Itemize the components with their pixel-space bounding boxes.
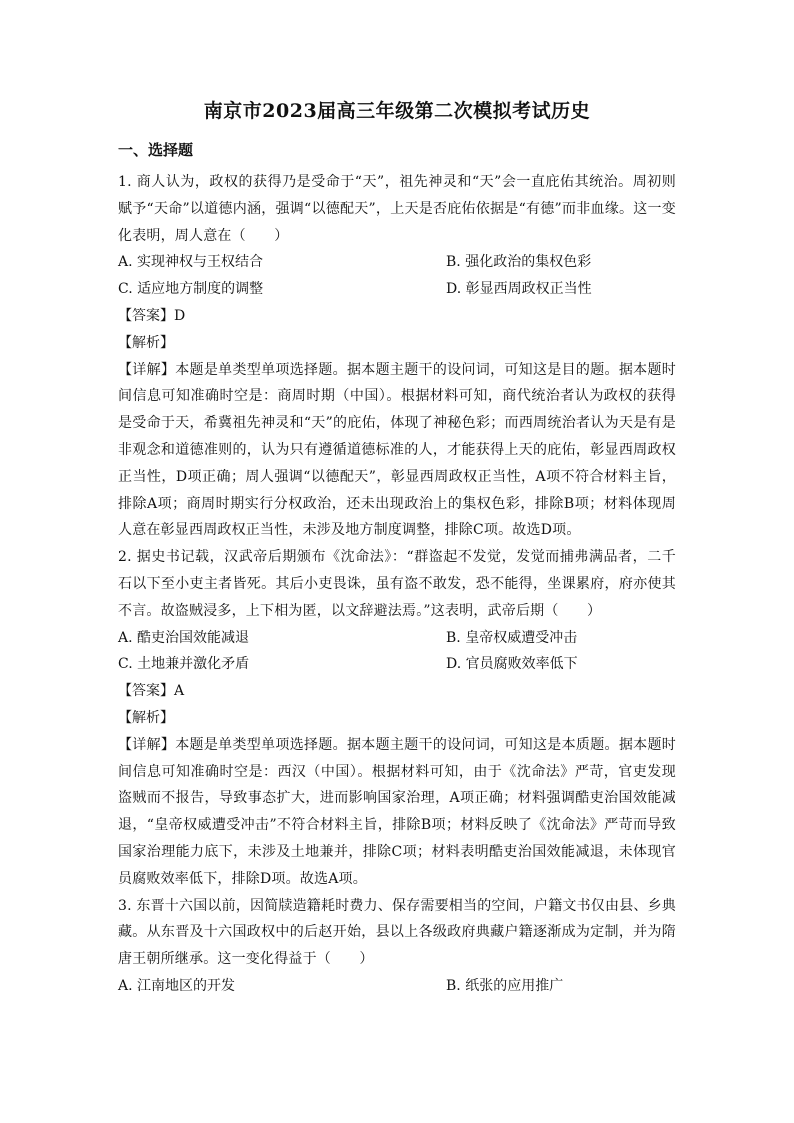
option-b: B. 纸张的应用推广 [446,977,564,994]
option-b: B. 强化政治的集权色彩 [446,254,592,271]
option-c: C. 适应地方制度的调整 [118,281,264,298]
detail-explanation: 【详解】本题是单类型单项选择题。据本题主题干的设问词，可知这是目的题。据本题时间信息可知准确时空是：商周时期（中国）。根据材料可知，商代统治者认为政权的获得是受命于天，希冀祖先神灵和“天”的庇佑，体现了神秘色彩；而西周统治者认为天是有是非观念和道德准则的，认为只有遵循道德标准的人，才能获得上天的庇佑，彰显西周政权正当性，D项正确；周人强调“以德配天”，彰显西周政权正当性，A项不符合材料主旨，排除A项；商周时期实行分权政治，还未出现政治上的集权色彩，排除B项；材料体现周人意在彰显西周政权正当性，未涉及地方制度调整，排除C项。故选D项。 [118,361,676,539]
question-stem: 3. 东晋十六国以前，因简牍造籍耗时费力、保存需要相当的空间，户籍文书仅由县、乡典藏。从东晋及十六国政权中的后赵开始，县以上各级政府典藏户籍逐渐成为定制，并为隋唐王朝所继承。这一变化得益于（ ） [118,897,677,968]
option-b: B. 皇帝权威遭受冲击 [446,629,578,646]
analysis-label: 【解析】 [118,709,174,726]
option-a: A. 实现神权与王权结合 [118,254,264,271]
option-list [118,973,676,1000]
option-d: D. 彰显西周政权正当性 [446,281,592,298]
question-2 [118,544,676,892]
option-list [118,625,676,679]
question-stem: 2. 据史书记载，汉武帝后期颁布《沈命法》：“群盗起不发觉，发觉而捕弗满品者，二千石以下至小吏主者皆死。其后小吏畏诛，虽有盗不敢发，恐不能得，坐课累府，府亦使其不言。故盗贼浸多，上下相为匿，以文辞避法焉。”这表明，武帝后期（ ） [118,549,676,619]
option-a: A. 江南地区的开发 [118,977,236,994]
page-title: 南京市2023届高三年级第二次模拟考试历史 [203,100,591,122]
option-d: D. 官员腐败效率低下 [446,656,578,673]
question-stem: 1. 商人认为，政权的获得乃是受命于“天”，祖先神灵和“天”会一直庇佑其统治。周初则赋予“天命”以道德内涵，强调“以德配天”，上天是否庇佑依据是“有德”而非血缘。这一变化表明，周人意在（ ） [118,174,676,244]
analysis-label: 【解析】 [118,334,174,351]
option-c: C. 土地兼并激化矛盾 [118,656,250,673]
option-list [118,249,676,303]
detail-explanation: 【详解】本题是单类型单项选择题。据本题主题干的设问词，可知这是本质题。据本题时间信息可知准确时空是：西汉（中国）。根据材料可知，由于《沈命法》严苛，官吏发现盗贼而不报告，导致事态扩大，进而影响国家治理，A项正确；材料强调酷吏治国效能减退，“皇帝权威遭受冲击”不符合材料主旨，排除B项；材料反映了《沈命法》严苛而导致国家治理能力底下，未涉及土地兼并，排除C项；材料表明酷吏治国效能减退，未体现官员腐败效率低下，排除D项。故选A项。 [118,736,676,887]
answer-line: 【答案】A [118,683,185,700]
answer-line: 【答案】D [118,307,186,324]
section-heading: 一、选择题 [118,141,194,159]
question-1 [118,169,676,544]
option-a: A. 酷吏治国效能减退 [118,629,250,646]
question-3 [118,893,676,1000]
